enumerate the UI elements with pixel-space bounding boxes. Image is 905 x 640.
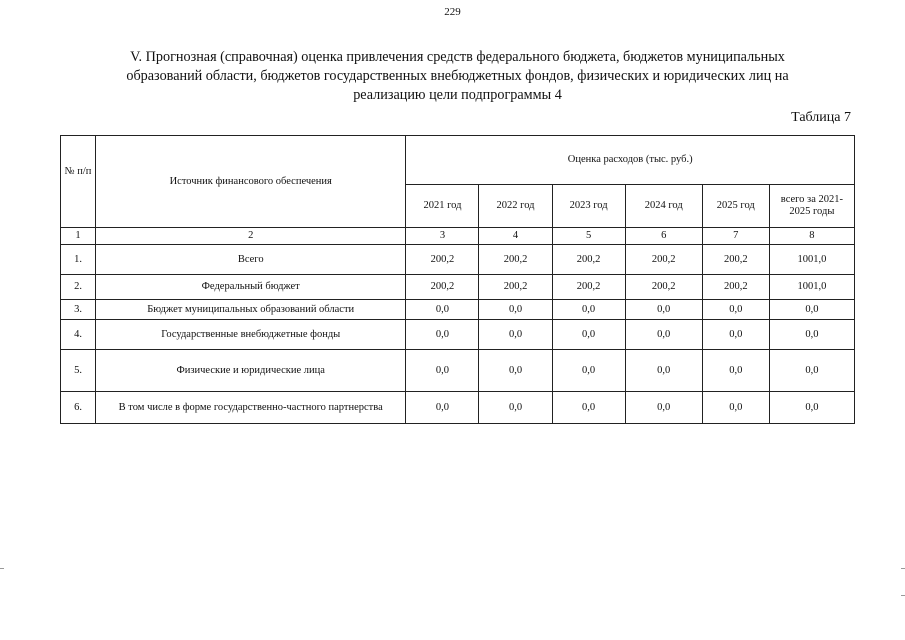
row-value: 0,0 — [625, 350, 702, 392]
table-caption: Таблица 7 — [791, 110, 851, 125]
row-total: 0,0 — [769, 320, 854, 350]
header-total: всего за 2021-2025 годы — [769, 185, 854, 228]
table-row — [61, 320, 855, 350]
index-cell: 5 — [552, 228, 625, 245]
row-number: 3. — [61, 300, 96, 320]
table-row — [61, 300, 855, 320]
title-line: V. Прогнозная (справочная) оценка привлечения средств федерального бюджета, бюджетов муниципальных — [130, 49, 785, 65]
header-year: 2022 год — [479, 185, 552, 228]
row-number: 4. — [61, 320, 96, 350]
index-row — [61, 228, 855, 245]
row-source: Физические и юридические лица — [96, 350, 406, 392]
row-value: 200,2 — [406, 275, 479, 300]
edge-mark — [0, 568, 4, 569]
row-value: 0,0 — [702, 392, 769, 424]
index-cell: 7 — [702, 228, 769, 245]
edge-mark — [901, 568, 905, 569]
row-value: 0,0 — [702, 350, 769, 392]
page-number: 229 — [444, 6, 461, 18]
row-value: 200,2 — [479, 275, 552, 300]
header-num: № п/п — [61, 136, 96, 228]
row-source: Государственные внебюджетные фонды — [96, 320, 406, 350]
table-row — [61, 275, 855, 300]
row-value: 0,0 — [552, 350, 625, 392]
table-row — [61, 392, 855, 424]
index-cell: 1 — [61, 228, 96, 245]
row-value: 0,0 — [552, 320, 625, 350]
header-year: 2021 год — [406, 185, 479, 228]
row-value: 0,0 — [552, 392, 625, 424]
header-row — [61, 136, 855, 185]
row-value: 0,0 — [479, 320, 552, 350]
index-cell: 8 — [769, 228, 854, 245]
row-number: 6. — [61, 392, 96, 424]
index-cell: 2 — [96, 228, 406, 245]
row-total: 1001,0 — [769, 245, 854, 275]
row-source: Всего — [96, 245, 406, 275]
row-value: 200,2 — [552, 245, 625, 275]
row-number: 2. — [61, 275, 96, 300]
title-line: реализацию цели подпрограммы 4 — [353, 87, 562, 103]
row-value: 0,0 — [406, 300, 479, 320]
row-value: 200,2 — [479, 245, 552, 275]
row-value: 0,0 — [479, 300, 552, 320]
row-total: 0,0 — [769, 350, 854, 392]
row-value: 0,0 — [552, 300, 625, 320]
row-value: 0,0 — [625, 392, 702, 424]
row-value: 0,0 — [406, 392, 479, 424]
row-value: 0,0 — [625, 320, 702, 350]
header-source: Источник финансового обеспечения — [96, 136, 406, 228]
row-value: 0,0 — [406, 320, 479, 350]
row-total: 0,0 — [769, 392, 854, 424]
row-value: 200,2 — [702, 275, 769, 300]
edge-mark — [901, 595, 905, 596]
row-source: В том числе в форме государственно-частного партнерства — [96, 392, 406, 424]
header-estimate: Оценка расходов (тыс. руб.) — [406, 136, 855, 185]
index-cell: 6 — [625, 228, 702, 245]
row-value: 0,0 — [702, 320, 769, 350]
row-number: 1. — [61, 245, 96, 275]
row-source: Федеральный бюджет — [96, 275, 406, 300]
row-total: 1001,0 — [769, 275, 854, 300]
row-value: 0,0 — [479, 350, 552, 392]
row-source: Бюджет муниципальных образований области — [96, 300, 406, 320]
index-cell: 3 — [406, 228, 479, 245]
row-value: 0,0 — [702, 300, 769, 320]
row-value: 200,2 — [625, 245, 702, 275]
row-value: 200,2 — [406, 245, 479, 275]
header-year: 2023 год — [552, 185, 625, 228]
row-value: 0,0 — [625, 300, 702, 320]
row-value: 200,2 — [552, 275, 625, 300]
table-row — [61, 245, 855, 275]
header-year: 2024 год — [625, 185, 702, 228]
row-value: 200,2 — [702, 245, 769, 275]
row-value: 0,0 — [479, 392, 552, 424]
section-title — [60, 48, 855, 105]
index-cell: 4 — [479, 228, 552, 245]
title-line: образований области, бюджетов государственных внебюджетных фондов, физических и юридических лиц на — [126, 68, 789, 84]
row-total: 0,0 — [769, 300, 854, 320]
table-row — [61, 350, 855, 392]
row-value: 200,2 — [625, 275, 702, 300]
row-value: 0,0 — [406, 350, 479, 392]
row-number: 5. — [61, 350, 96, 392]
header-year: 2025 год — [702, 185, 769, 228]
financing-table — [60, 135, 855, 424]
